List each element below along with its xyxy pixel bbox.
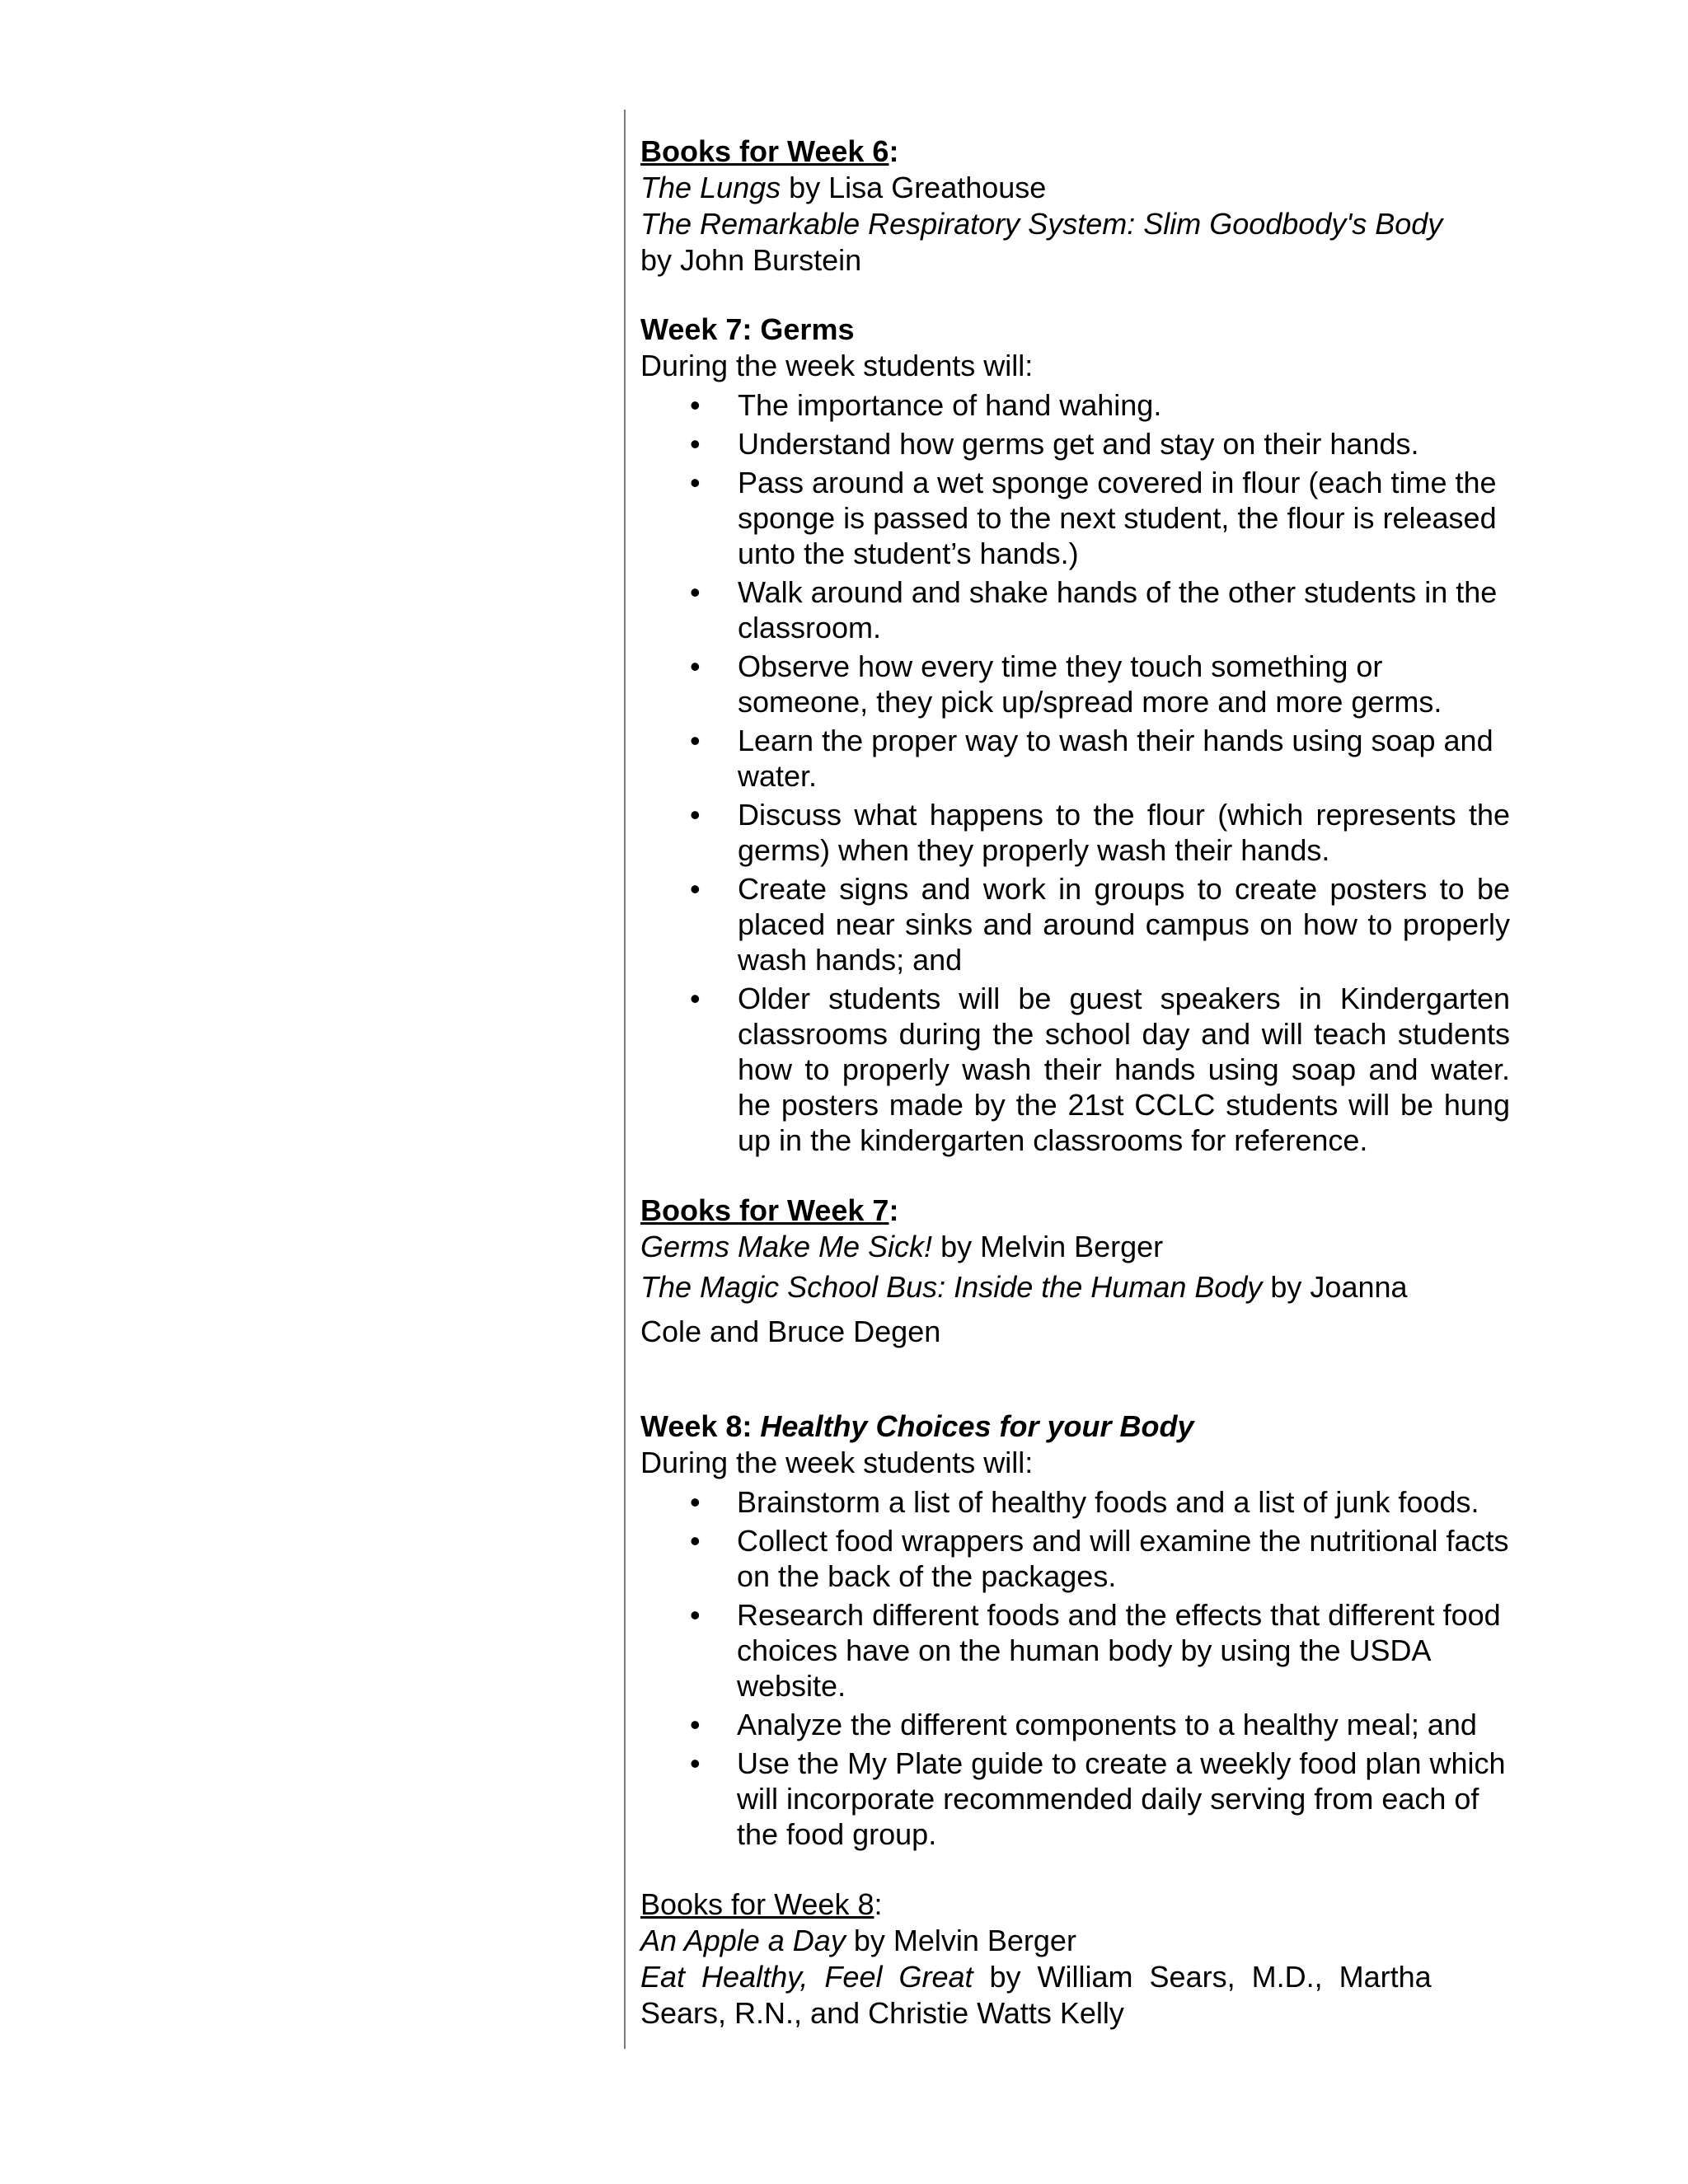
book-title: Eat Healthy, Feel Great	[640, 1960, 973, 1994]
list-item: • The importance of hand wahing.	[690, 388, 1162, 422]
week7-books-heading: Books for Week 7	[640, 1193, 889, 1227]
list-item: • Create signs and work in groups to create posters to be placed near sinks and around campus on how to properly wash hands; and	[690, 872, 1510, 977]
week8-books-heading: Books for Week 8	[640, 1887, 874, 1921]
week6-book2	[640, 206, 1510, 242]
week7-books-heading-line: Books for Week 7:	[640, 1193, 899, 1227]
week7-book2-author-cont: Cole and Bruce Degen	[640, 1315, 941, 1348]
list-item: • Older students will be guest speakers in Kindergarten classrooms during the school day and will teach students how to properly wash their hands using soap and water. he posters made by the 21st CCLC students will be hung up in the kindergarten classrooms for reference.	[690, 982, 1510, 1157]
book-author: by William Sears, M.D., Martha	[973, 1960, 1432, 1994]
bullet-icon: •	[690, 1746, 701, 1780]
week7-book1	[640, 1229, 1510, 1265]
document-column	[640, 134, 1510, 2032]
book-title: The Remarkable Respiratory System: Slim Goodbody's Body	[640, 207, 1443, 241]
list-item: • Understand how germs get and stay on their hands.	[690, 427, 1419, 461]
list-item: • Research different foods and the effects that different food choices have on the human body by using the USDA website.	[690, 1598, 1501, 1703]
week8-intro: During the week students will:	[640, 1446, 1034, 1479]
week8-book1	[640, 1923, 1510, 1959]
week8-bullet-list	[640, 1484, 1510, 1852]
week6-books-heading-line: Books for Week 6:	[640, 134, 899, 168]
bullet-icon: •	[690, 982, 701, 1015]
bullet-icon: •	[690, 466, 701, 499]
margin-rule	[624, 110, 626, 2049]
week7-intro: During the week students will:	[640, 349, 1034, 382]
bullet-icon: •	[690, 649, 701, 683]
week8-book2	[640, 1959, 1510, 1995]
book-author: by Melvin Berger	[932, 1230, 1164, 1263]
week8-heading: Week 8: Healthy Choices for your Body	[640, 1409, 1194, 1443]
list-item: • Observe how every time they touch something or someone, they pick up/spread more and more germs.	[690, 649, 1442, 719]
list-item: • Pass around a wet sponge covered in flour (each time the sponge is passed to the next student, the flour is released unto the student’s hands.)	[690, 466, 1497, 570]
week8-books-heading-line: Books for Week 8:	[640, 1887, 883, 1921]
bullet-icon: •	[690, 427, 701, 461]
week6-book2-author: by John Burstein	[640, 243, 862, 277]
book-title: Germs Make Me Sick!	[640, 1230, 933, 1263]
bullet-icon: •	[690, 1598, 701, 1632]
list-item: • Use the My Plate guide to create a weekly food plan which will incorporate recommended daily serving from each of the food group.	[690, 1746, 1506, 1851]
list-item: • Collect food wrappers and will examine the nutritional facts on the back of the packages.	[690, 1524, 1509, 1593]
bullet-icon: •	[690, 1524, 701, 1558]
list-item: • Brainstorm a list of healthy foods and a list of junk foods.	[690, 1485, 1479, 1519]
book-author: by Lisa Greathouse	[781, 171, 1047, 204]
bullet-icon: •	[690, 1708, 701, 1741]
book-author: by Melvin Berger	[845, 1924, 1076, 1957]
list-item: • Learn the proper way to wash their hands using soap and water.	[690, 724, 1493, 793]
week7-heading: Week 7: Germs	[640, 312, 855, 346]
bullet-icon: •	[690, 1485, 701, 1519]
book-title: An Apple a Day	[640, 1924, 846, 1957]
bullet-icon: •	[690, 798, 701, 832]
bullet-icon: •	[690, 575, 701, 609]
list-item: • Walk around and shake hands of the other students in the classroom.	[690, 575, 1498, 644]
week6-book1	[640, 170, 1510, 206]
bullet-icon: •	[690, 388, 701, 422]
week8-book2-author-cont: Sears, R.N., and Christie Watts Kelly	[640, 1996, 1124, 2030]
bullet-icon: •	[690, 724, 701, 757]
book-title: The Magic School Bus: Inside the Human Body	[640, 1270, 1263, 1304]
week7-bullet-list	[640, 387, 1510, 1158]
week7-book2	[640, 1265, 1510, 1310]
book-author: by Joanna	[1262, 1270, 1408, 1304]
book-title: The Lungs	[640, 171, 781, 204]
week8-title: Healthy Choices for your Body	[760, 1409, 1194, 1443]
week6-books-heading: Books for Week 6	[640, 134, 889, 168]
list-item: • Discuss what happens to the flour (which represents the germs) when they properly wash their hands.	[690, 798, 1510, 867]
list-item: • Analyze the different components to a healthy meal; and	[690, 1708, 1477, 1741]
bullet-icon: •	[690, 872, 701, 906]
